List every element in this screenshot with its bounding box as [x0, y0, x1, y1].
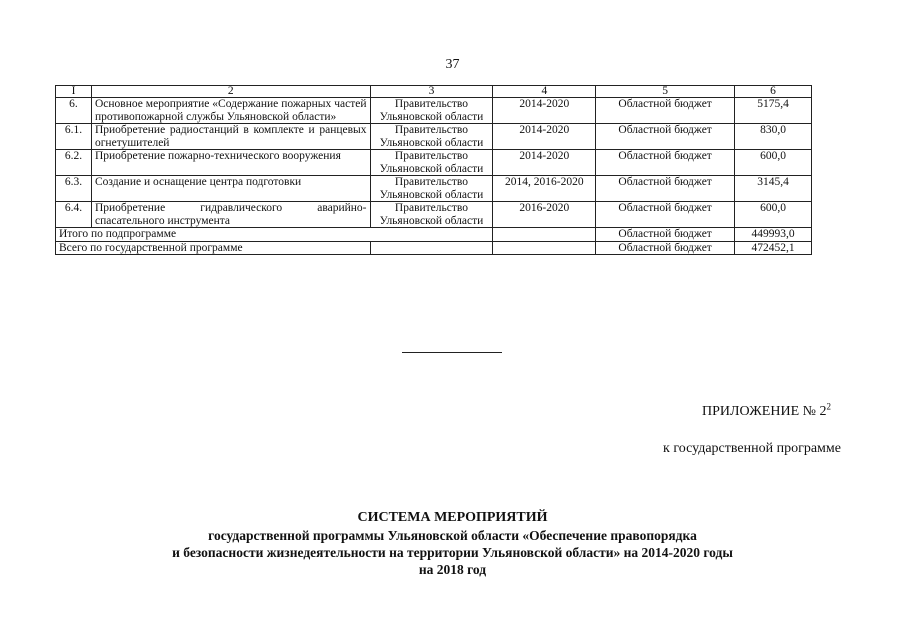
row-number: 6.3. [56, 176, 92, 202]
amount: 449993,0 [735, 228, 812, 242]
period: 2014-2020 [493, 150, 596, 176]
column-number-6: 6 [735, 86, 812, 98]
funding-source: Областной бюджет [596, 228, 735, 242]
table-row [56, 176, 812, 202]
funding-source: Областной бюджет [596, 98, 735, 124]
program-table-body [56, 86, 812, 255]
column-number-1: I [56, 86, 92, 98]
page-number: 37 [445, 57, 460, 72]
empty-cell [493, 228, 596, 242]
row-number: 6. [56, 98, 92, 124]
document-title: СИСТЕМА МЕРОПРИЯТИЙ [357, 510, 548, 525]
activity-name: Приобретение радиостанций в комплекте и ранцевых огнетушителей [91, 124, 370, 150]
appendix-superscript: 2 [826, 401, 831, 412]
activity-name: Приобретение пожарно-технического вооружения [91, 150, 370, 176]
amount: 3145,4 [735, 176, 812, 202]
appendix-label [702, 401, 831, 420]
period: 2014, 2016-2020 [493, 176, 596, 202]
subtitle-line-2: и безопасности жизнедеятельности на территории Ульяновской области» на 2014-2020 годы [172, 545, 733, 560]
column-number-2: 2 [91, 86, 370, 98]
table-row [56, 202, 812, 228]
executor: Правительство Ульяновской области [370, 124, 493, 150]
funding-source: Областной бюджет [596, 202, 735, 228]
activity-name: Создание и оснащение центра подготовки [91, 176, 370, 202]
funding-source: Областной бюджет [596, 124, 735, 150]
row-number: 6.1. [56, 124, 92, 150]
column-number-5: 5 [596, 86, 735, 98]
program-table [55, 85, 812, 255]
row-number: 6.4. [56, 202, 92, 228]
period: 2014-2020 [493, 124, 596, 150]
table-row [56, 124, 812, 150]
amount: 600,0 [735, 150, 812, 176]
appendix-subtitle: к государственной программе [663, 441, 841, 456]
table-row [56, 150, 812, 176]
table-row [56, 98, 812, 124]
funding-source: Областной бюджет [596, 150, 735, 176]
row-number: 6.2. [56, 150, 92, 176]
executor: Правительство Ульяновской области [370, 176, 493, 202]
column-number-3: 3 [370, 86, 493, 98]
column-number-4: 4 [493, 86, 596, 98]
program-total-label: Всего по государственной программе [56, 241, 371, 255]
appendix-label-text: ПРИЛОЖЕНИЕ № 2 [702, 404, 827, 419]
subtitle-line-1: государственной программы Ульяновской области «Обеспечение правопорядка [208, 528, 697, 543]
period: 2016-2020 [493, 202, 596, 228]
amount: 600,0 [735, 202, 812, 228]
amount: 5175,4 [735, 98, 812, 124]
executor: Правительство Ульяновской области [370, 150, 493, 176]
activity-name: Основное мероприятие «Содержание пожарных частей противопожарной службы Ульяновской области» [91, 98, 370, 124]
funding-source: Областной бюджет [596, 241, 735, 255]
document-subtitle [0, 527, 905, 578]
column-number-row [56, 86, 812, 98]
empty-cell [370, 241, 493, 255]
period: 2014-2020 [493, 98, 596, 124]
program-total-row [56, 241, 812, 255]
subtitle-line-3: на 2018 год [418, 562, 487, 577]
subprogram-total-row [56, 228, 812, 242]
activity-name: Приобретение гидравлического аварийно-спасательного инструмента [91, 202, 370, 228]
executor: Правительство Ульяновской области [370, 98, 493, 124]
executor: Правительство Ульяновской области [370, 202, 493, 228]
empty-cell [493, 241, 596, 255]
amount: 830,0 [735, 124, 812, 150]
funding-source: Областной бюджет [596, 176, 735, 202]
amount: 472452,1 [735, 241, 812, 255]
subprogram-total-label: Итого по подпрограмме [56, 228, 493, 242]
separator-line [402, 352, 502, 353]
